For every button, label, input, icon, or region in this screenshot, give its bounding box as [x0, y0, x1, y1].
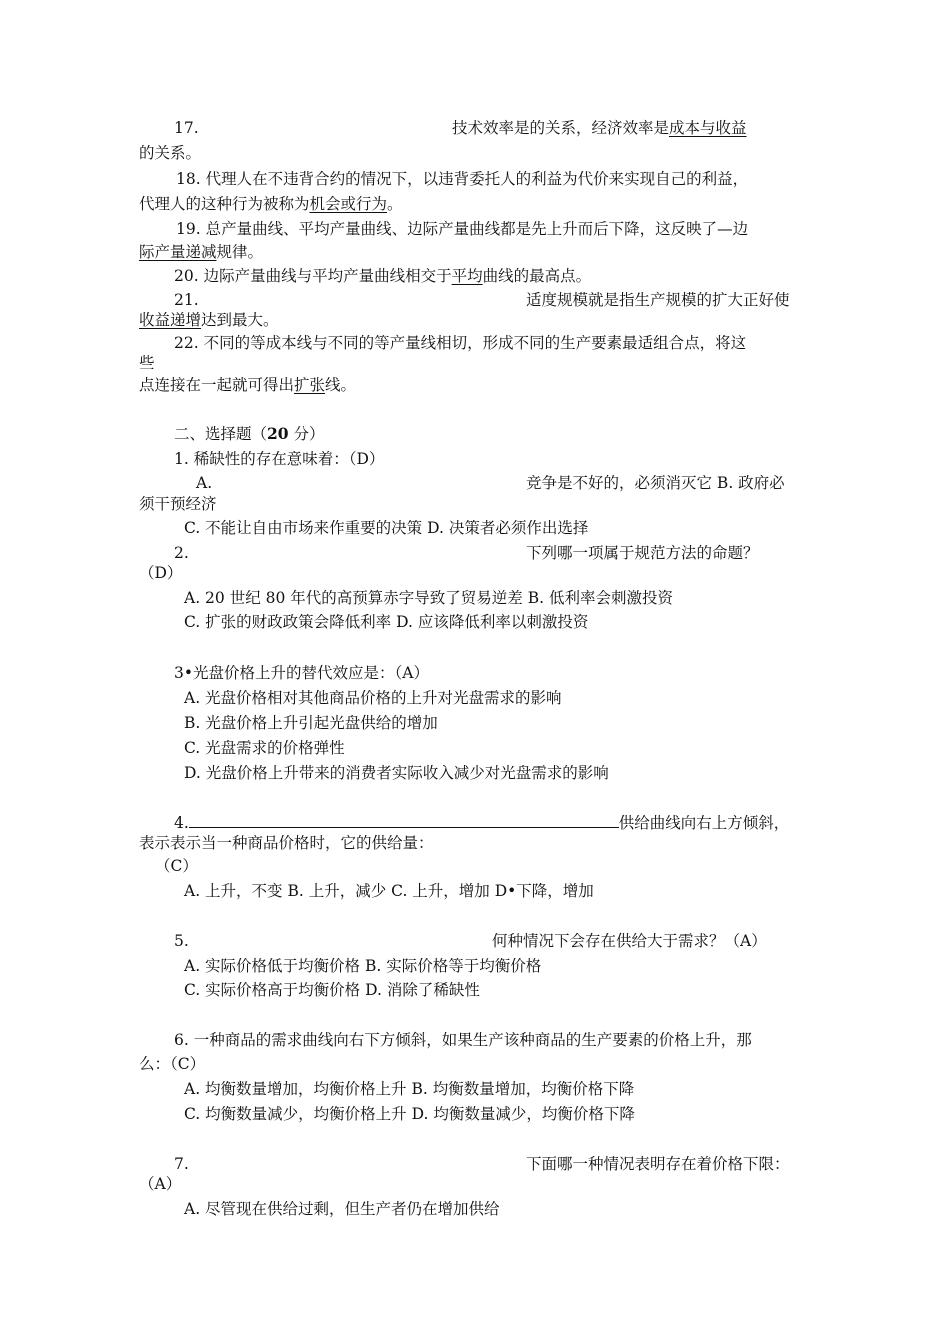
mc4-stem: 供给曲线向右上方倾斜，: [618, 814, 790, 832]
mc5-number: 5.: [174, 932, 189, 950]
q19-end: 规律。: [216, 243, 264, 261]
q18-line1: 18. 代理人在不违背合约的情况下，以违背委托人的利益为代价来实现自己的利益，: [176, 170, 749, 188]
q20-text: 20. 边际产量曲线与平均产量曲线相交于: [174, 267, 452, 285]
q20-end: 曲线的最高点。: [482, 267, 592, 285]
q19-line1: 19. 总产量曲线、平均产量曲线、边际产量曲线都是先上升而后下降，这反映了—边: [176, 220, 749, 238]
mc5-ab: A. 实际价格低于均衡价格 B. 实际价格等于均衡价格: [184, 957, 542, 975]
q17-number: 17.: [174, 119, 199, 137]
mc2-number: 2.: [174, 544, 189, 562]
mc1-ab-cont: 须干预经济: [139, 495, 217, 513]
mc4-line1: [174, 813, 789, 833]
mc4-answer: （C）: [155, 857, 198, 875]
mc6-stem: 6. 一种商品的需求曲线向右下方倾斜，如果生产该种商品的生产要素的价格上升，那: [174, 1031, 752, 1049]
q19-answer: 际产量递减: [139, 243, 217, 261]
q22-line2: [139, 375, 356, 395]
q20-answer: 平均: [451, 267, 483, 285]
q17-answer: 成本与收益: [669, 119, 747, 137]
mc7-number: 7.: [174, 1155, 189, 1173]
q22-line1: 22. 不同的等成本线与不同的等产量线相切，形成不同的生产要素最适组合点，将这: [174, 334, 747, 352]
mc7-answer: （A）: [139, 1175, 182, 1193]
mc4-number: 4.: [174, 814, 189, 832]
q22-text: 点连接在一起就可得出: [139, 376, 295, 394]
mc4-stem2: 表示表示当一种商品价格时，它的供给量：: [139, 834, 434, 852]
q21-end: 达到最大。: [201, 311, 279, 329]
q18-text: 代理人的这种行为被称为: [139, 195, 310, 213]
q17-line1: [452, 118, 747, 138]
mc2-ab: A. 20 世纪 80 年代的高预算赤字导致了贸易逆差 B. 低利率会刺激投资: [184, 589, 673, 607]
q20-line: [174, 266, 591, 286]
q21-line1: 适度规模就是指生产规模的扩大正好使: [526, 291, 790, 309]
mc3-option-a: A. 光盘价格相对其他商品价格的上升对光盘需求的影响: [184, 689, 562, 707]
section-prefix: 二、选择题（: [174, 425, 268, 443]
mc5-cd: C. 实际价格高于均衡价格 D. 消除了稀缺性: [184, 981, 480, 999]
section-suffix: 分）: [288, 425, 325, 443]
mc4-options: A. 上升，不变 B. 上升，减少 C. 上升，增加 D•下降，增加: [184, 882, 594, 900]
q18-answer: 机会或行为: [309, 195, 388, 213]
q21-line2: [139, 310, 279, 330]
q18-end: 。: [387, 195, 403, 213]
mc3-option-c: C. 光盘需求的价格弹性: [184, 739, 345, 757]
mc3-stem: 3•光盘价格上升的替代效应是：（A）: [174, 664, 429, 682]
q19-line2: [139, 242, 263, 262]
mc2-cd: C. 扩张的财政政策会降低利率 D. 应该降低利率以刺激投资: [184, 613, 589, 631]
mc6-ab: A. 均衡数量增加，均衡价格上升 B. 均衡数量增加，均衡价格下降: [184, 1080, 635, 1098]
mc7-option-a: A. 尽管现在供给过剩，但生产者仍在增加供给: [184, 1200, 500, 1218]
mc1-cd: C. 不能让自由市场来作重要的决策 D. 决策者必须作出选择: [184, 519, 589, 537]
mc1-ab: 竞争是不好的，必须消灭它 B. 政府必: [526, 474, 785, 492]
mc2-answer: （D）: [139, 564, 183, 582]
mc7-stem: 下面哪一种情况表明存在着价格下限：: [526, 1155, 790, 1173]
q18-line2: [139, 194, 403, 214]
mc3-option-d: D. 光盘价格上升带来的消费者实际收入减少对光盘需求的影响: [184, 764, 609, 782]
mc2-stem: 下列哪一项属于规范方法的命题？: [526, 544, 759, 562]
q17-line2: 的关系。: [139, 144, 202, 162]
mc6-stem2: 么：（C）: [139, 1055, 206, 1073]
q21-answer: 收益递增: [139, 311, 202, 329]
section-score: 20: [267, 424, 289, 443]
q22-answer: 扩张: [294, 376, 326, 394]
mc4-blank-line: [189, 813, 619, 828]
q21-number: 21.: [174, 291, 199, 309]
q22-line1-wrap: 些: [139, 354, 155, 372]
mc1-stem: 1. 稀缺性的存在意味着：（D）: [174, 450, 385, 468]
section-heading: [174, 424, 325, 444]
mc6-cd: C. 均衡数量减少，均衡价格上升 D. 均衡数量减少，均衡价格下降: [184, 1105, 635, 1123]
q22-end: 线。: [325, 376, 357, 394]
mc1-a-label: A.: [196, 474, 213, 492]
mc3-option-b: B. 光盘价格上升引起光盘供给的增加: [184, 714, 438, 732]
q17-text: 技术效率是的关系，经济效率是: [452, 119, 670, 137]
mc5-stem: 何种情况下会存在供给大于需求？（A）: [492, 932, 767, 950]
